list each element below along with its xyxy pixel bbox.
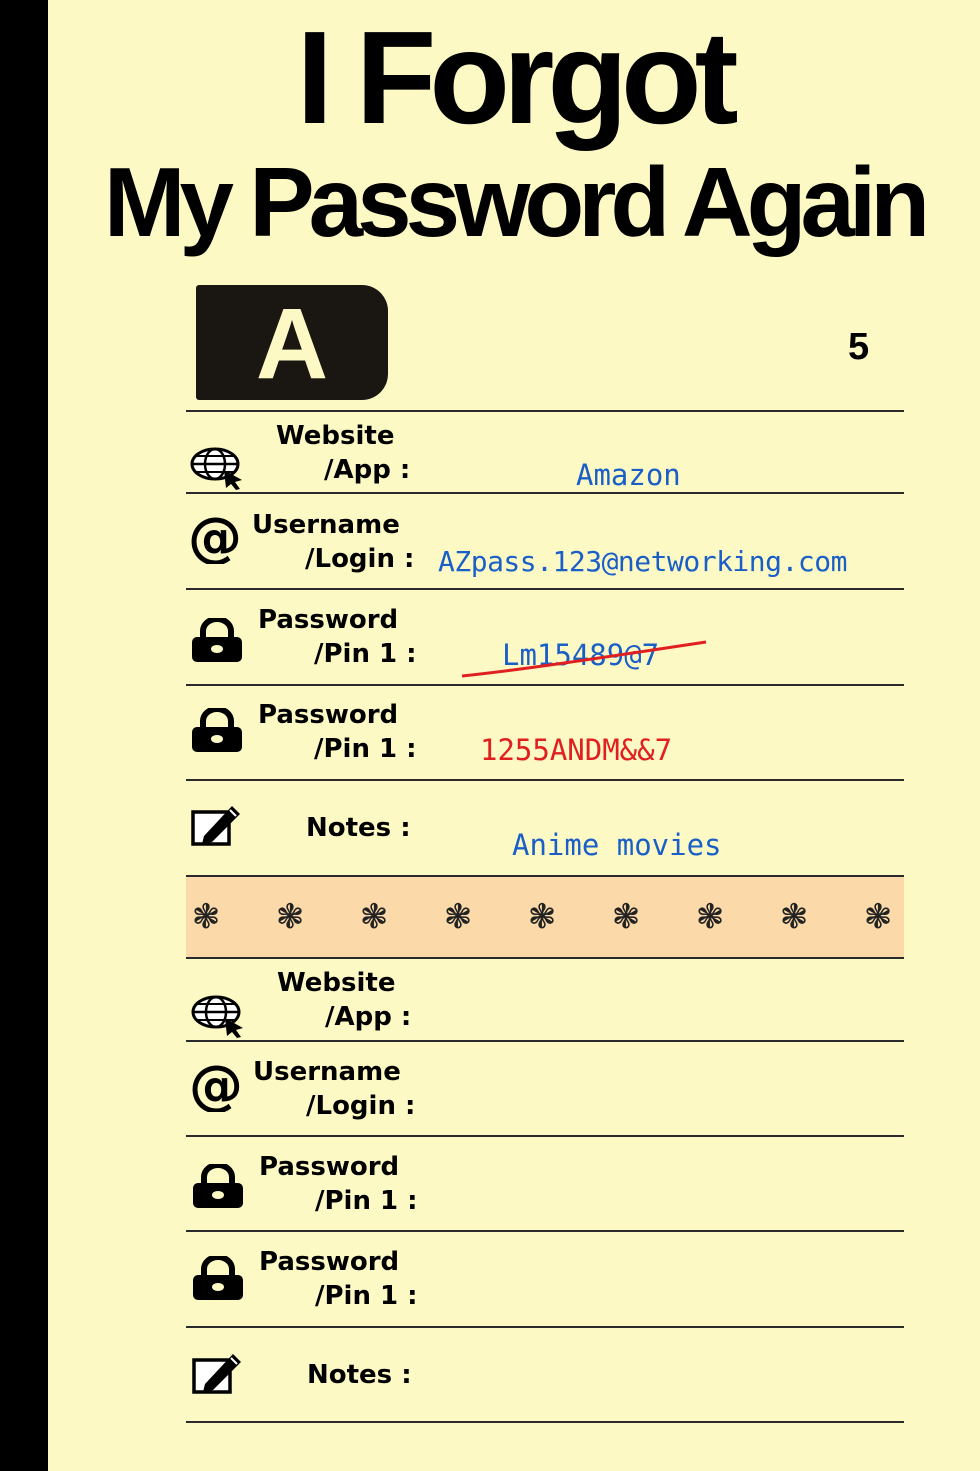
password-label-suffix: /Pin 1 :	[314, 734, 417, 764]
divider-rule	[186, 1421, 904, 1423]
password-label-suffix: /Pin 1 :	[315, 1281, 418, 1311]
divider-rule	[186, 1326, 904, 1328]
flower-ornament-icon: ❃	[695, 897, 725, 937]
username-label: Username	[253, 1057, 401, 1087]
username-label: Username	[252, 510, 400, 540]
username-label-suffix: /Login :	[305, 544, 415, 574]
globe-cursor-icon	[190, 444, 248, 490]
password-label: Password	[259, 1152, 400, 1182]
pencil-note-icon	[191, 1350, 245, 1396]
website-value: Amazon	[576, 458, 681, 492]
notes-value: Anime movies	[512, 828, 722, 862]
flower-ornament-icon: ❃	[443, 897, 473, 937]
divider-rule	[186, 957, 904, 959]
flower-ornament-icon: ❃	[611, 897, 641, 937]
strikethrough-mark	[460, 640, 708, 680]
website-label: Website	[277, 968, 396, 998]
divider-rule	[186, 588, 904, 590]
page-number: 5	[848, 326, 870, 368]
password-label: Password	[259, 1247, 400, 1277]
notes-label: Notes :	[307, 1360, 412, 1390]
password-label-suffix: /Pin 1 :	[314, 639, 417, 669]
password-label: Password	[258, 700, 399, 730]
divider-rule	[186, 1135, 904, 1137]
flower-ornament-icon: ❃	[359, 897, 389, 937]
flower-ornament-icon: ❃	[191, 897, 221, 937]
letter-tab: A	[196, 285, 388, 400]
website-label: Website	[276, 421, 395, 451]
old-password-value: Lm15489@7	[502, 638, 660, 672]
website-label-suffix: /App :	[324, 455, 411, 485]
website-label-suffix: /App :	[325, 1002, 412, 1032]
notes-label: Notes :	[306, 813, 411, 843]
globe-cursor-icon	[191, 992, 249, 1038]
book-spine	[0, 0, 48, 1471]
at-sign-icon	[188, 512, 246, 564]
svg-text:@: @	[189, 1060, 243, 1112]
divider-rule	[186, 410, 904, 412]
padlock-icon	[191, 1164, 245, 1210]
padlock-icon	[190, 618, 244, 664]
flower-ornament-icon: ❃	[779, 897, 809, 937]
pencil-note-icon	[190, 802, 244, 848]
flower-ornament-icon: ❃	[863, 897, 893, 937]
svg-text:@: @	[188, 512, 242, 564]
divider-rule	[186, 1040, 904, 1042]
username-label-suffix: /Login :	[306, 1091, 416, 1121]
flower-ornament-icon: ❃	[527, 897, 557, 937]
divider-rule	[186, 779, 904, 781]
divider-rule	[186, 684, 904, 686]
password-label-suffix: /Pin 1 :	[315, 1186, 418, 1216]
divider-rule	[186, 1230, 904, 1232]
new-password-value: 1255ANDM&&7	[480, 733, 673, 767]
username-value: AZpass.123@networking.com	[438, 545, 847, 578]
page-title-line1: I Forgot	[296, 4, 732, 151]
password-label: Password	[258, 605, 399, 635]
page-title-line2: My Password Again	[103, 147, 925, 257]
flower-ornament-icon: ❃	[275, 897, 305, 937]
padlock-icon	[191, 1256, 245, 1302]
divider-rule	[186, 492, 904, 494]
padlock-icon	[190, 708, 244, 754]
at-sign-icon	[189, 1060, 247, 1112]
